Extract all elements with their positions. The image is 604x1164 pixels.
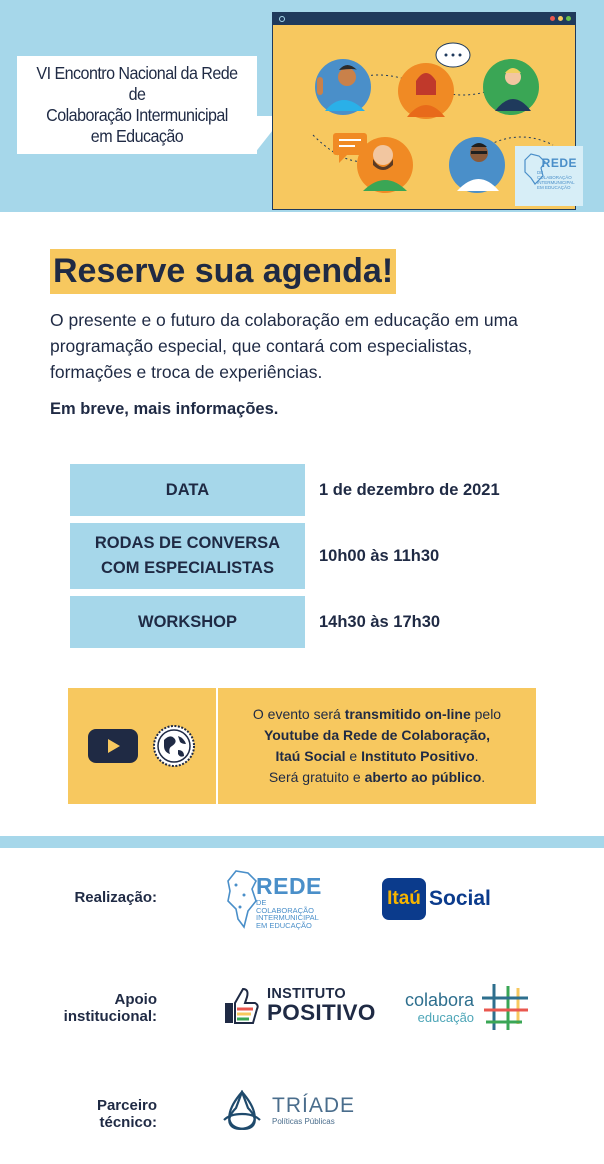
event-title: VI Encontro Nacional da Rede de Colaboração Intermunicipal em Educação	[36, 63, 238, 146]
streaming-icons	[68, 688, 216, 804]
schedule-value: 1 de dezembro de 2021	[319, 480, 500, 499]
rede-logo: REDE DE COLABORAÇÃO INTERMUNICIPAL EM EDUCAÇÃO	[222, 867, 322, 931]
schedule-label: RODAS DE CONVERSA COM ESPECIALISTAS	[70, 523, 305, 589]
parceiro-label: Parceiro técnico:	[96, 1097, 157, 1131]
schedule-label: WORKSHOP	[70, 596, 305, 648]
colabora-grid-icon	[480, 982, 530, 1032]
itau-social-logo: Itaú Social	[382, 878, 491, 920]
rede-logo-small: REDE DE COLABORAÇÃO INTERMUNICIPAL EM EDUCAÇÃO	[515, 146, 583, 206]
more-info-note: Em breve, mais informações.	[50, 400, 279, 418]
schedule-value: 14h30 às 17h30	[319, 612, 441, 631]
triade-logo: TRÍADE Políticas Públicas	[218, 1088, 355, 1134]
realizacao-label: Realização:	[74, 889, 157, 906]
schedule-row-date	[70, 464, 530, 516]
triade-knot-icon	[218, 1088, 266, 1134]
youtube-icon[interactable]	[88, 729, 138, 763]
header-banner	[0, 0, 604, 212]
streaming-text: O evento será transmitido on-line pelo Youtube da Rede de Colaboração, Itaú Social e Instituto Positivo. Será gratuito e aberto ao público.	[218, 688, 536, 804]
schedule-row-workshop	[70, 596, 530, 648]
apoio-label: Apoio institucional:	[63, 991, 157, 1025]
thumbs-up-icon	[217, 983, 261, 1027]
brazil-map-icon	[521, 152, 547, 186]
intro-paragraph: O presente e o futuro da colaboração em educação em uma programação especial, que contará com especialistas, formações e troca de experiências.	[50, 310, 518, 382]
event-title-bubble	[17, 56, 257, 154]
schedule-row-talks	[70, 523, 530, 589]
schedule-value: 10h00 às 11h30	[319, 546, 440, 565]
page-title: Reserve sua agenda!	[50, 249, 396, 294]
colabora-educacao-logo: colabora educação	[405, 982, 530, 1032]
window-titlebar	[273, 13, 575, 25]
instituto-positivo-logo: INSTITUTO POSITIVO	[217, 983, 376, 1027]
footer-divider	[0, 836, 604, 848]
streaming-info-box	[68, 688, 536, 804]
schedule-label: DATA	[70, 464, 305, 516]
globe-icon[interactable]	[152, 724, 196, 768]
